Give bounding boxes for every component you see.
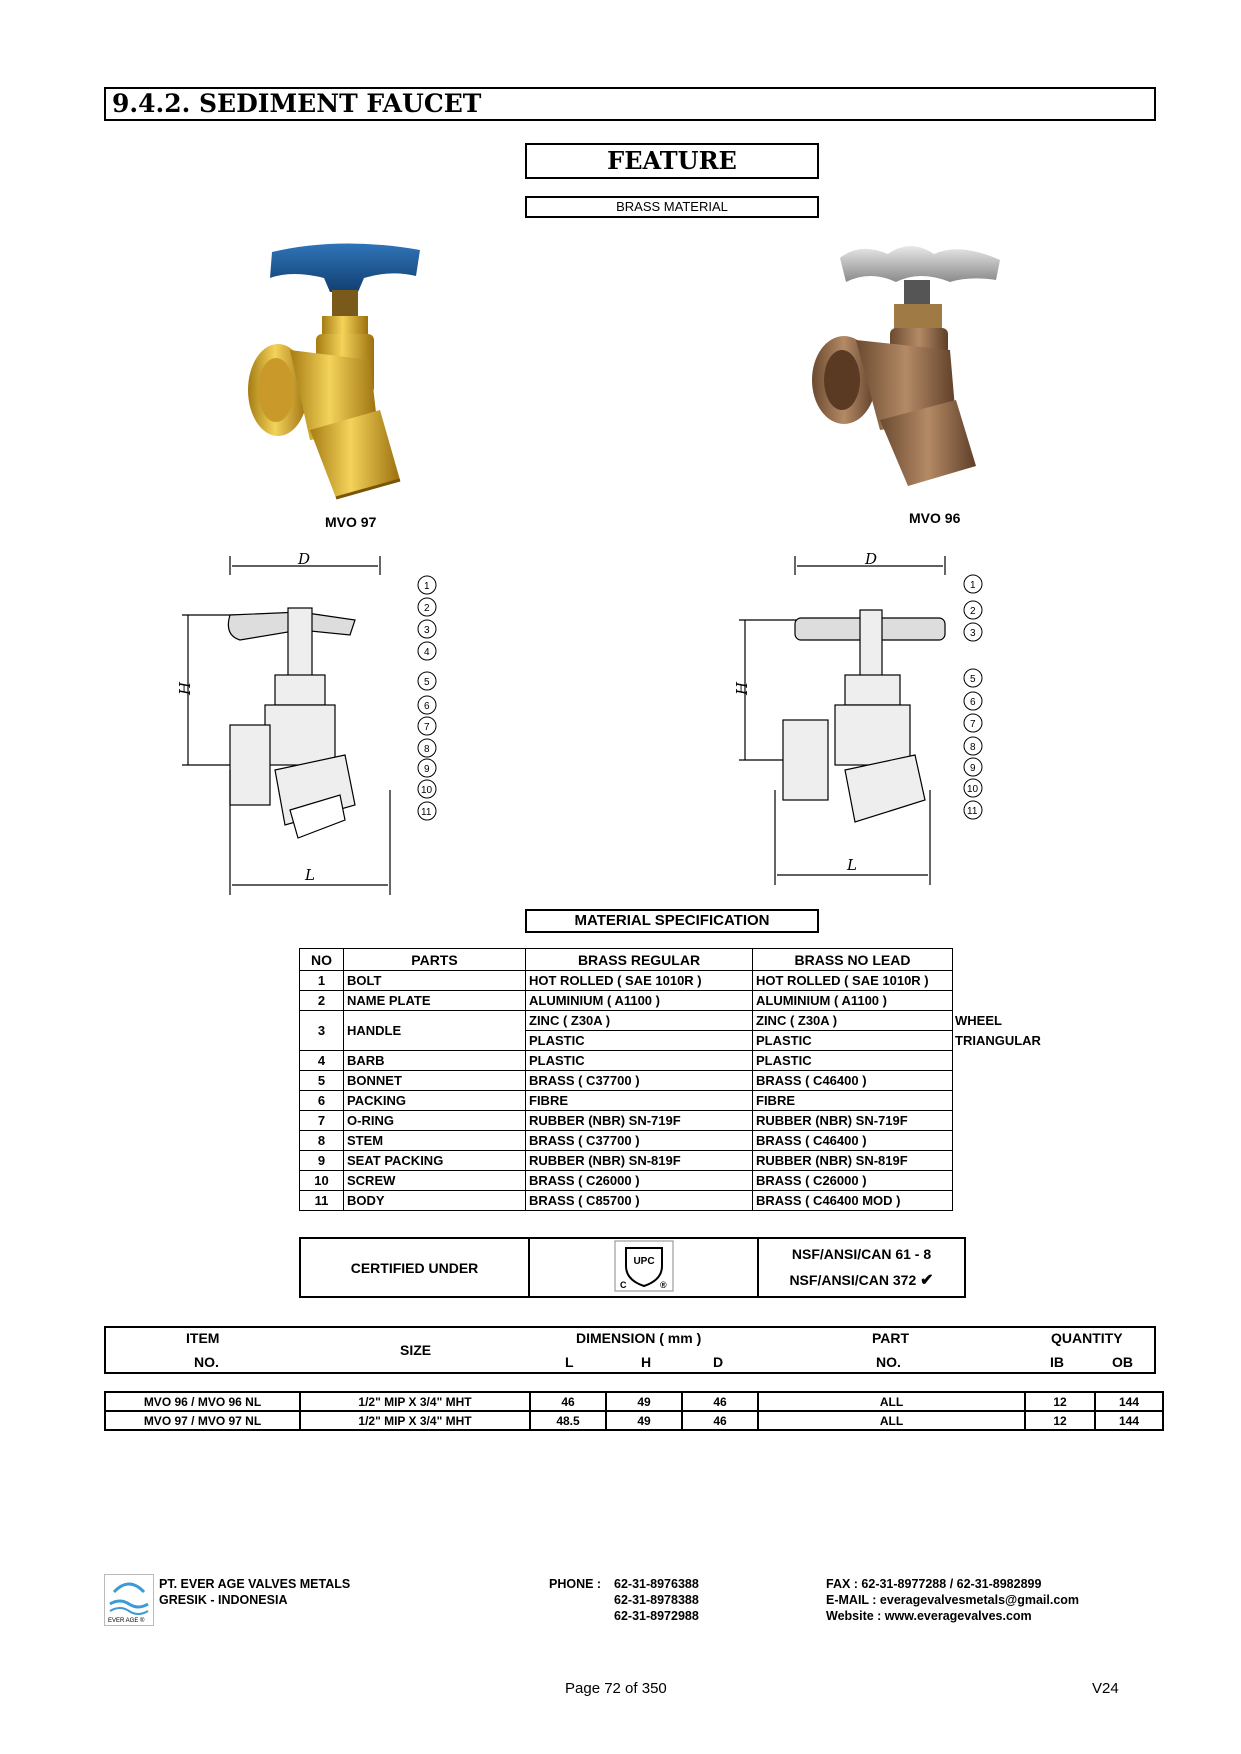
cell-nolead: PLASTIC xyxy=(753,1051,953,1071)
cell-note: TRIANGULAR xyxy=(955,1033,1041,1048)
phone-list xyxy=(614,1576,699,1624)
cell-nolead: HOT ROLLED ( SAE 1010R ) xyxy=(753,971,953,991)
table-row xyxy=(105,1411,1163,1430)
cell-no: 3 xyxy=(300,1011,344,1051)
header-ob: OB xyxy=(1112,1354,1133,1370)
header-item-no: NO. xyxy=(194,1354,219,1370)
callout: 9 xyxy=(970,763,976,774)
header-ib: IB xyxy=(1050,1354,1064,1370)
page-number: Page 72 of 350 xyxy=(565,1680,667,1697)
callout: 2 xyxy=(424,603,430,614)
table-row xyxy=(300,1011,1049,1031)
cell-nolead: ZINC ( Z30A ) xyxy=(753,1011,953,1031)
header-l: L xyxy=(565,1354,574,1370)
spec-title: MATERIAL SPECIFICATION xyxy=(525,909,819,933)
cell-d: 46 xyxy=(682,1392,758,1411)
cell-part: O-RING xyxy=(344,1111,526,1131)
header-size: SIZE xyxy=(400,1342,432,1358)
cell-d: 46 xyxy=(682,1411,758,1430)
table-row xyxy=(300,971,1049,991)
cell-regular: ALUMINIUM ( A1100 ) xyxy=(526,991,753,1011)
dimension-table xyxy=(104,1391,1164,1431)
svg-text:C: C xyxy=(619,1280,626,1290)
table-row xyxy=(300,1171,1049,1191)
col-header: BRASS REGULAR xyxy=(526,949,753,971)
phone-number: 62-31-8978388 xyxy=(614,1593,699,1607)
mvo96-label: MVO 96 xyxy=(909,510,961,526)
cell-no: 7 xyxy=(300,1111,344,1131)
phone-number: 62-31-8972988 xyxy=(614,1609,699,1623)
cell-part: BOLT xyxy=(344,971,526,991)
dim-d-label: D xyxy=(298,550,311,568)
table-header-row xyxy=(300,949,1049,971)
cell-part: HANDLE xyxy=(344,1011,526,1051)
callout: 2 xyxy=(970,606,976,617)
mvo97-label: MVO 97 xyxy=(325,514,377,530)
cell-nolead: ALUMINIUM ( A1100 ) xyxy=(753,991,953,1011)
cell-nolead: RUBBER (NBR) SN-719F xyxy=(753,1111,953,1131)
table-row xyxy=(300,1091,1049,1111)
cell-ob: 144 xyxy=(1095,1392,1163,1411)
section-title: 9.4.2. SEDIMENT FAUCET xyxy=(104,87,1156,121)
header-d: D xyxy=(713,1354,724,1370)
cell-no: 5 xyxy=(300,1071,344,1091)
svg-text:EVER AGE ®: EVER AGE ® xyxy=(108,1618,145,1624)
header-dimension: DIMENSION ( mm ) xyxy=(576,1330,702,1346)
cell-note: WHEEL xyxy=(955,1013,1002,1028)
cell-l: 48.5 xyxy=(530,1411,606,1430)
callout: 5 xyxy=(424,677,430,688)
feature-item: BRASS MATERIAL xyxy=(525,196,819,218)
callout: 6 xyxy=(970,697,976,708)
mvo97-photo xyxy=(240,240,440,510)
cell-no: 2 xyxy=(300,991,344,1011)
cell-regular: ZINC ( Z30A ) xyxy=(526,1011,753,1031)
version-label: V24 xyxy=(1092,1680,1119,1697)
cell-item: MVO 97 / MVO 97 NL xyxy=(105,1411,300,1430)
callout: 3 xyxy=(424,625,430,636)
table-row xyxy=(300,1071,1049,1091)
cell-ib: 12 xyxy=(1025,1392,1095,1411)
svg-text:UPC: UPC xyxy=(632,1256,655,1267)
header-part-no: NO. xyxy=(876,1354,901,1370)
header-item: ITEM xyxy=(186,1330,220,1346)
certification-table xyxy=(299,1237,966,1298)
cell-h: 49 xyxy=(606,1411,682,1430)
cell-regular: RUBBER (NBR) SN-719F xyxy=(526,1111,753,1131)
table-row xyxy=(300,1191,1049,1211)
upc-logo-cell xyxy=(529,1238,758,1297)
website-link[interactable]: Website : www.everagevalves.com xyxy=(826,1609,1032,1623)
col-header: PARTS xyxy=(344,949,526,971)
cell-part: ALL xyxy=(758,1411,1025,1430)
svg-text:®: ® xyxy=(659,1280,667,1290)
cell-nolead: BRASS ( C46400 ) xyxy=(753,1131,953,1151)
cell-item: MVO 96 / MVO 96 NL xyxy=(105,1392,300,1411)
callout: 7 xyxy=(970,719,976,730)
cell-nolead: RUBBER (NBR) SN-819F xyxy=(753,1151,953,1171)
mvo97-drawing xyxy=(176,550,450,900)
fax: FAX : 62-31-8977288 / 62-31-8982899 xyxy=(826,1577,1042,1591)
callout: 10 xyxy=(421,785,433,796)
dim-h-label: H xyxy=(733,681,751,695)
header-quantity: QUANTITY xyxy=(1051,1330,1123,1346)
callout: 5 xyxy=(970,674,976,685)
contact-info xyxy=(826,1576,1079,1624)
cell-nolead: BRASS ( C26000 ) xyxy=(753,1171,953,1191)
callout: 7 xyxy=(424,722,430,733)
callout: 8 xyxy=(424,744,430,755)
table-row xyxy=(300,1131,1049,1151)
company-name: PT. EVER AGE VALVES METALS xyxy=(159,1577,351,1591)
table-row xyxy=(300,991,1049,1011)
cell-regular: BRASS ( C26000 ) xyxy=(526,1171,753,1191)
callout: 1 xyxy=(424,581,430,592)
cell-part: BODY xyxy=(344,1191,526,1211)
cell-regular: BRASS ( C37700 ) xyxy=(526,1071,753,1091)
cell-no: 4 xyxy=(300,1051,344,1071)
cell-h: 49 xyxy=(606,1392,682,1411)
standards-cell xyxy=(758,1238,965,1297)
cell-part: NAME PLATE xyxy=(344,991,526,1011)
dim-l-label: L xyxy=(847,856,857,874)
cell-part: SCREW xyxy=(344,1171,526,1191)
material-spec-table xyxy=(299,948,1049,1211)
feature-title: FEATURE xyxy=(525,143,819,179)
cell-regular: RUBBER (NBR) SN-819F xyxy=(526,1151,753,1171)
dim-l-label: L xyxy=(305,866,315,884)
certified-label: CERTIFIED UNDER xyxy=(300,1238,529,1297)
cell-ib: 12 xyxy=(1025,1411,1095,1430)
cell-part: PACKING xyxy=(344,1091,526,1111)
cell-regular: PLASTIC xyxy=(526,1031,753,1051)
company-info xyxy=(159,1576,350,1608)
cell-part: STEM xyxy=(344,1131,526,1151)
callout: 9 xyxy=(424,764,430,775)
cell-no: 11 xyxy=(300,1191,344,1211)
cell-regular: HOT ROLLED ( SAE 1010R ) xyxy=(526,971,753,991)
cell-regular: PLASTIC xyxy=(526,1051,753,1071)
cell-regular: BRASS ( C85700 ) xyxy=(526,1191,753,1211)
cell-no: 6 xyxy=(300,1091,344,1111)
email-link[interactable]: E-MAIL : everagevalvesmetals@gmail.com xyxy=(826,1593,1080,1607)
cell-nolead: BRASS ( C46400 ) xyxy=(753,1071,953,1091)
table-row xyxy=(300,1151,1049,1171)
cell-nolead: FIBRE xyxy=(753,1091,953,1111)
cell-part: BONNET xyxy=(344,1071,526,1091)
phone-number: 62-31-8976388 xyxy=(614,1577,699,1591)
col-header: BRASS NO LEAD xyxy=(753,949,953,971)
cell-part: SEAT PACKING xyxy=(344,1151,526,1171)
standard-61: NSF/ANSI/CAN 61 - 8 xyxy=(791,1246,932,1262)
cell-regular: FIBRE xyxy=(526,1091,753,1111)
cell-l: 46 xyxy=(530,1392,606,1411)
table-row xyxy=(105,1392,1163,1411)
callout: 11 xyxy=(967,806,978,817)
dim-d-label: D xyxy=(865,550,878,568)
cell-no: 1 xyxy=(300,971,344,991)
table-row xyxy=(300,1111,1049,1131)
cell-no: 9 xyxy=(300,1151,344,1171)
check-icon: ✔ xyxy=(920,1272,934,1289)
dim-h-label: H xyxy=(176,681,194,695)
table-row xyxy=(300,1051,1049,1071)
cell-nolead: PLASTIC xyxy=(753,1031,953,1051)
cell-nolead: BRASS ( C46400 MOD ) xyxy=(753,1191,953,1211)
cell-no: 8 xyxy=(300,1131,344,1151)
cell-part: ALL xyxy=(758,1392,1025,1411)
callout: 11 xyxy=(421,807,432,818)
mvo96-drawing xyxy=(735,550,995,890)
mvo96-photo xyxy=(800,240,1010,500)
phone-label: PHONE : xyxy=(549,1577,602,1591)
callout: 10 xyxy=(967,784,979,795)
header-h: H xyxy=(641,1354,652,1370)
callout: 8 xyxy=(970,742,976,753)
header-part: PART xyxy=(872,1330,910,1346)
cell-regular: BRASS ( C37700 ) xyxy=(526,1131,753,1151)
cell-size: 1/2" MIP X 3/4" MHT xyxy=(300,1411,530,1430)
cell-size: 1/2" MIP X 3/4" MHT xyxy=(300,1392,530,1411)
standard-372: NSF/ANSI/CAN 372 xyxy=(789,1272,917,1288)
callout: 4 xyxy=(424,647,430,658)
callout: 1 xyxy=(970,580,976,591)
company-logo xyxy=(104,1574,154,1626)
dimension-header xyxy=(104,1326,1156,1374)
col-header: NO xyxy=(300,949,344,971)
cell-ob: 144 xyxy=(1095,1411,1163,1430)
callout: 6 xyxy=(424,701,430,712)
callout: 3 xyxy=(970,628,976,639)
upc-cert-logo xyxy=(614,1240,674,1292)
cell-part: BARB xyxy=(344,1051,526,1071)
cell-no: 10 xyxy=(300,1171,344,1191)
company-location: GRESIK - INDONESIA xyxy=(159,1593,288,1607)
